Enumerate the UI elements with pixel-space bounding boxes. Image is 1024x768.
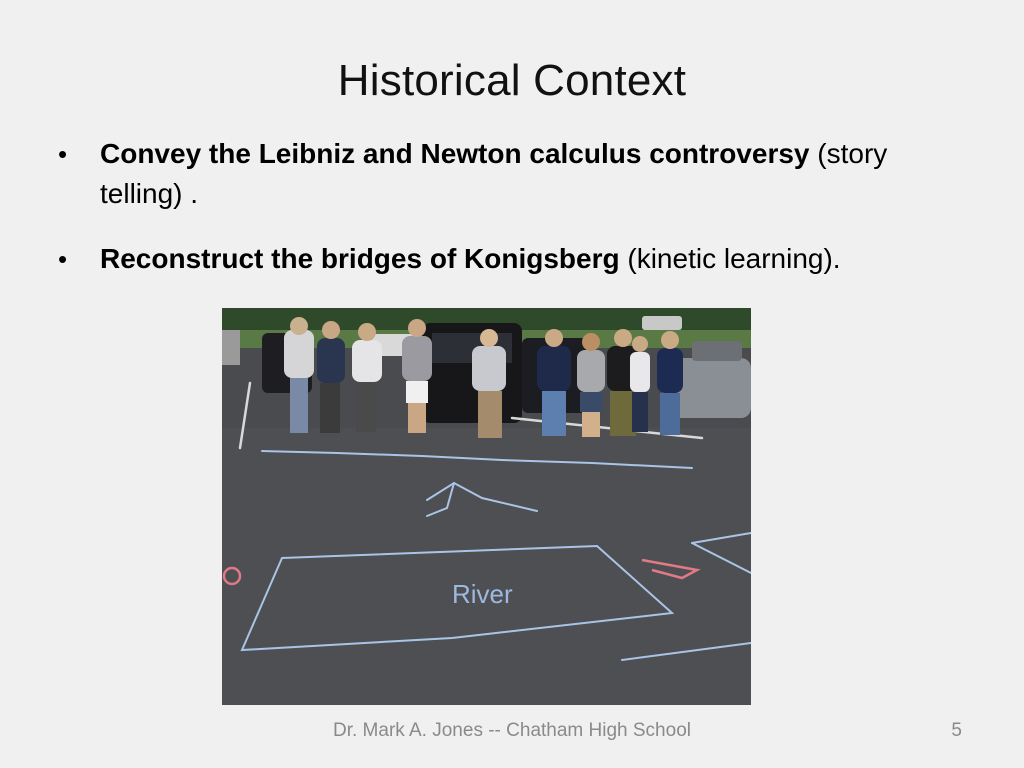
bullet-bold-text: Convey the Leibniz and Newton calculus controversy (100, 138, 810, 169)
parking-lot-photo (222, 308, 751, 705)
bullet-icon: • (58, 244, 68, 274)
slide-title: Historical Context (337, 56, 687, 105)
bullet-list (58, 134, 958, 279)
bullet-item (58, 239, 958, 279)
bullet-normal-text: (story telling) . (100, 138, 888, 209)
page-number: 5 (951, 720, 962, 741)
bullet-normal-text: (kinetic learning). (619, 243, 841, 274)
footer-text: Dr. Mark A. Jones -- Chatham High School (333, 720, 691, 741)
bullet-bold-text: Reconstruct the bridges of Konigsberg (100, 243, 620, 274)
chalk-river-label: River (452, 579, 513, 609)
bullet-icon: • (58, 139, 68, 169)
bullet-item (58, 134, 958, 214)
